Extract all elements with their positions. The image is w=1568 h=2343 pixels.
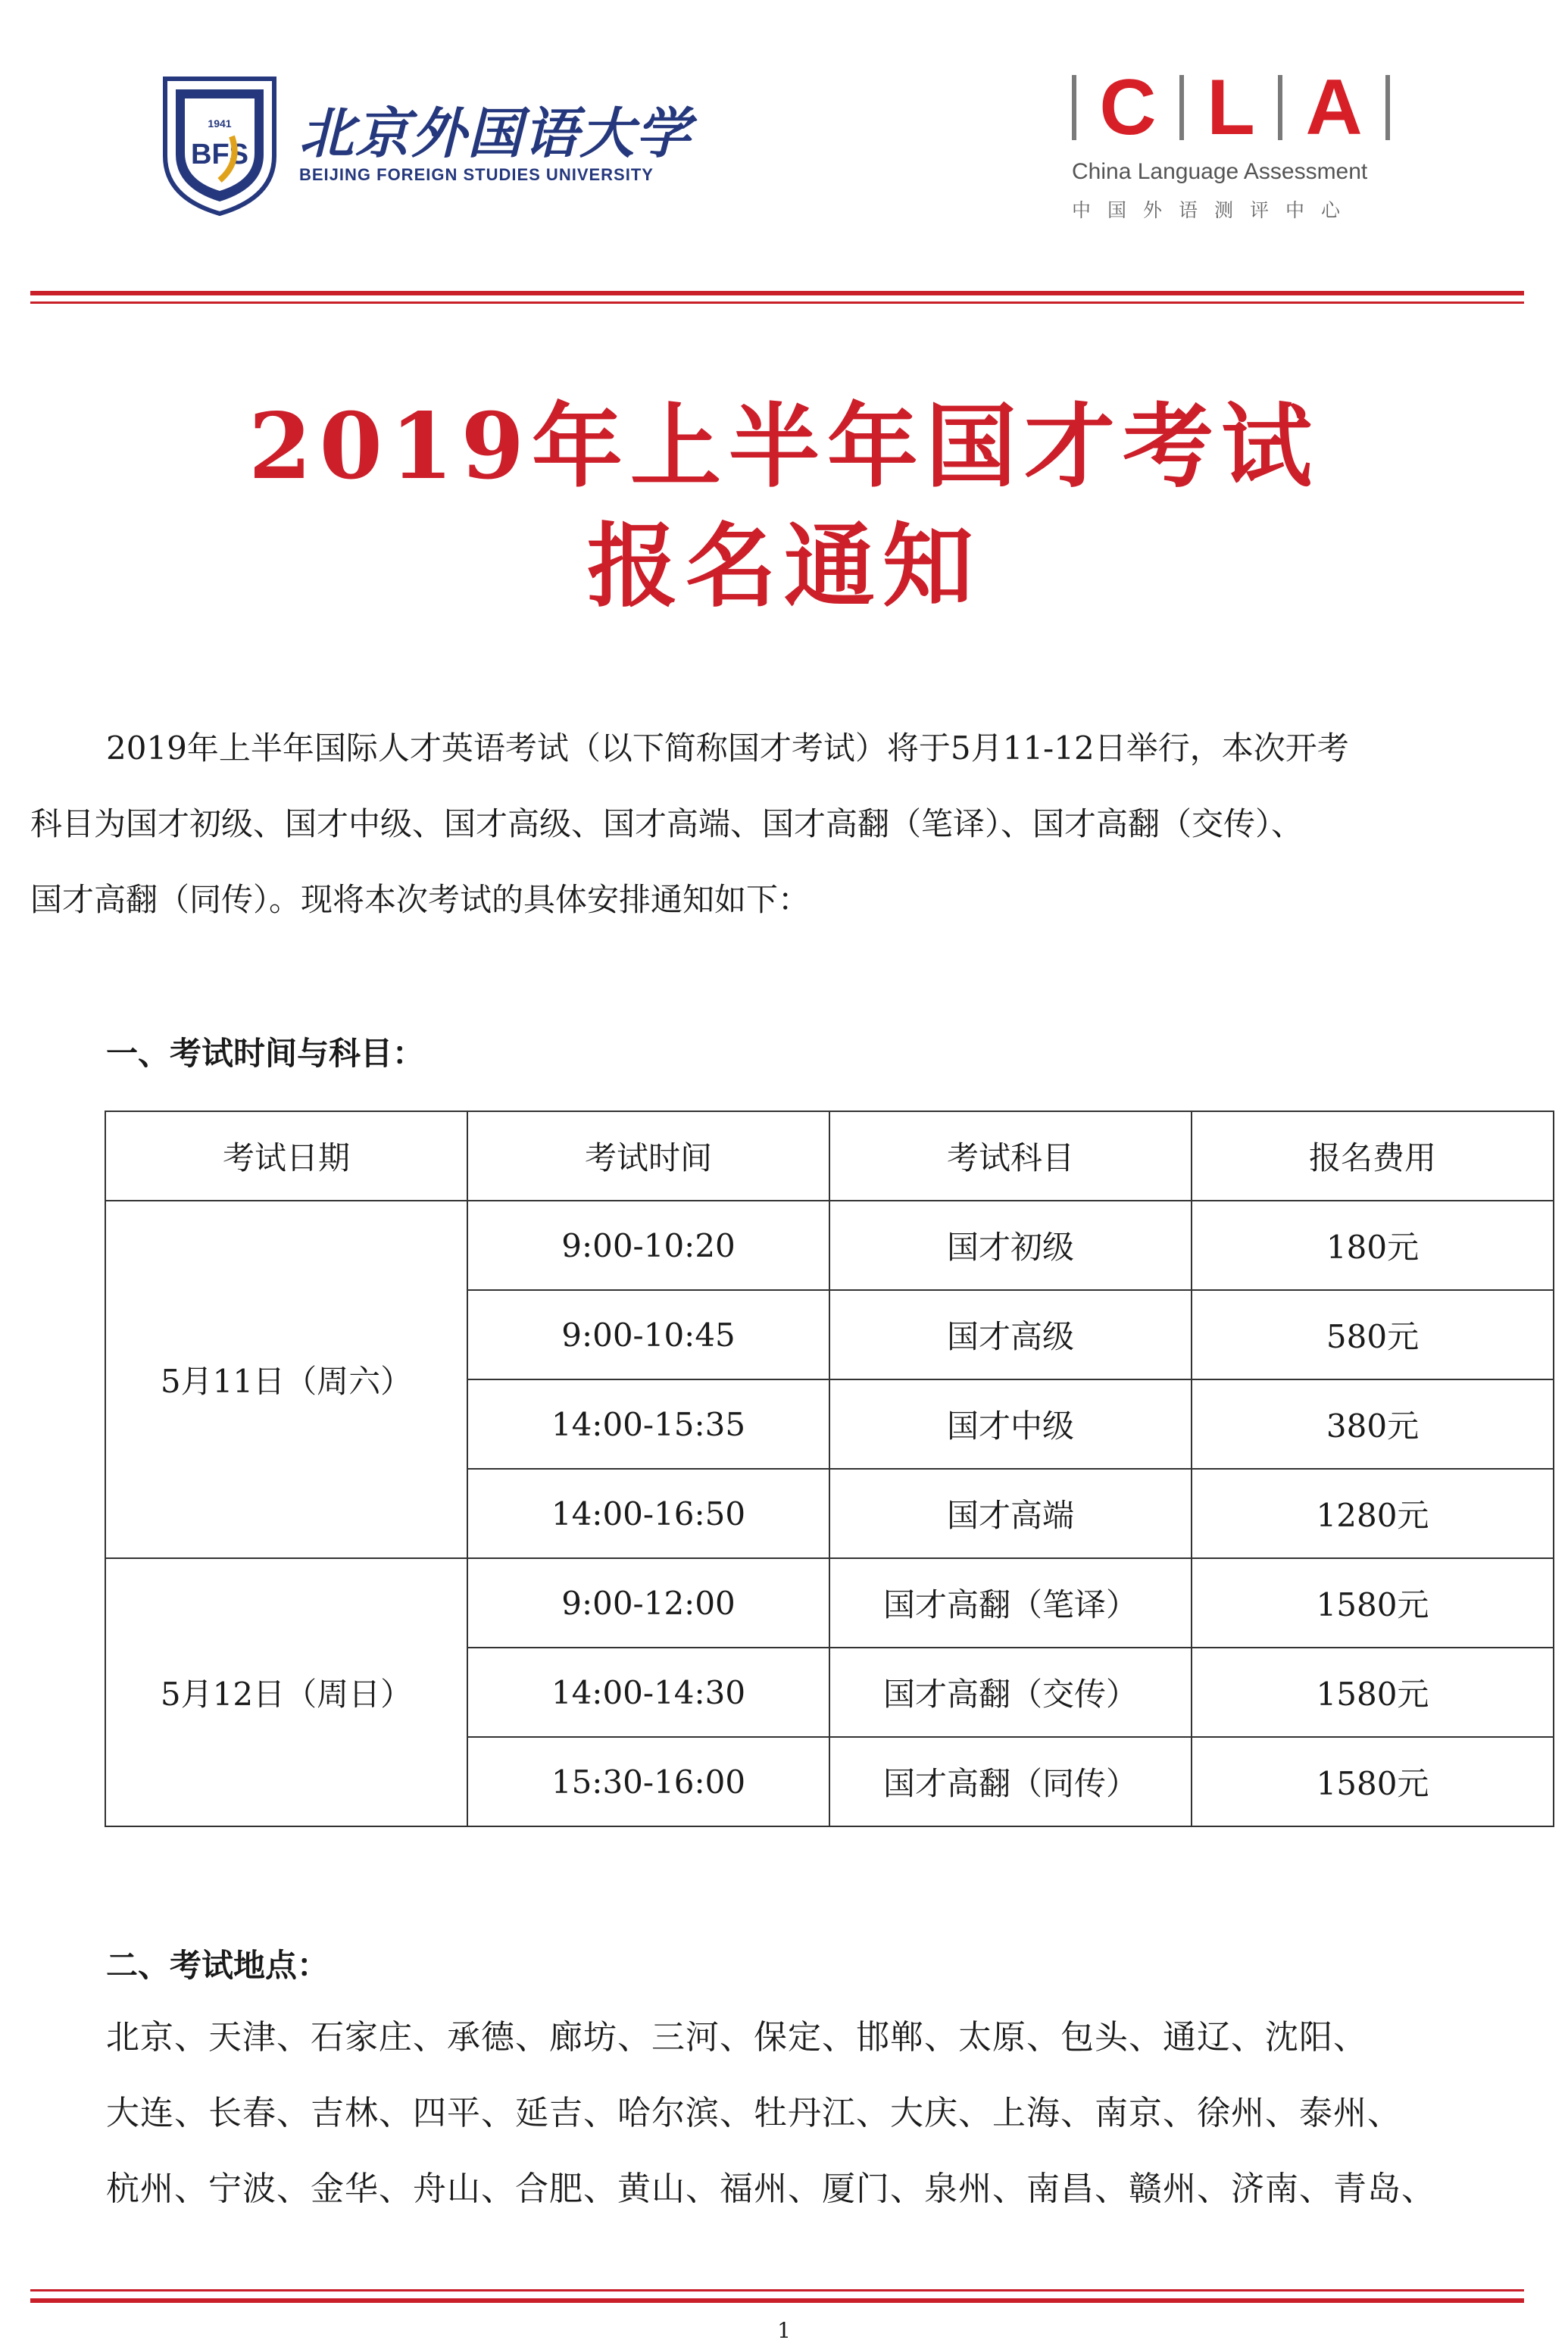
- exam-subject-cell: 国才高级: [829, 1290, 1192, 1379]
- table-row: [105, 1558, 1554, 1648]
- notice-title-line2: 报名通知: [587, 513, 981, 620]
- intro-line-1: 2019年上半年国际人才英语考试（以下简称国才考试）将于5月11-12日举行，本次开考: [106, 729, 1349, 767]
- header-rule-thin: [30, 301, 1524, 304]
- exam-date-cell: 5月11日（周六）: [105, 1201, 467, 1558]
- exam-schedule-table: [105, 1111, 1554, 1827]
- exam-fee-cell: 1580元: [1192, 1648, 1554, 1737]
- exam-date-cell: 5月12日（周日）: [105, 1558, 467, 1826]
- exam-subject-cell: 国才高端: [829, 1469, 1192, 1558]
- exam-time-cell: 9:00-10:20: [467, 1201, 829, 1290]
- location-line-2: 大连、长春、吉林、四平、延吉、哈尔滨、牡丹江、大庆、上海、南京、徐州、泰州、: [106, 2094, 1401, 2132]
- exam-fee-cell: 1280元: [1192, 1469, 1554, 1558]
- cla-letter-a: A: [1305, 64, 1363, 152]
- exam-time-cell: 14:00-15:35: [467, 1379, 829, 1469]
- seal-year: 1941: [208, 117, 232, 130]
- exam-time-cell: 9:00-10:45: [467, 1290, 829, 1379]
- exam-fee-cell: 180元: [1192, 1201, 1554, 1290]
- exam-time-cell: 15:30-16:00: [467, 1737, 829, 1826]
- exam-time-cell: 14:00-14:30: [467, 1648, 829, 1737]
- table-header-row: [105, 1111, 1554, 1201]
- exam-time-cell: 9:00-12:00: [467, 1558, 829, 1648]
- section-1-heading: 一、考试时间与科目：: [106, 1035, 425, 1072]
- cla-logo: [1072, 64, 1390, 229]
- section-2-heading: 二、考试地点：: [106, 1947, 330, 1984]
- exam-fee-cell: 580元: [1192, 1290, 1554, 1379]
- university-name-cn: 北京外国语大学: [299, 101, 692, 165]
- notice-title-line1: 2019年上半年国才考试: [248, 393, 1320, 500]
- footer-rule-thin: [30, 2289, 1524, 2291]
- bfsu-seal-logo: [159, 73, 280, 217]
- exam-subject-cell: 国才初级: [829, 1201, 1192, 1290]
- footer-rule-thick: [30, 2298, 1524, 2303]
- exam-subject-cell: 国才高翻（交传）: [829, 1648, 1192, 1737]
- exam-subject-cell: 国才高翻（同传）: [829, 1737, 1192, 1826]
- col-header-date: 考试日期: [105, 1111, 467, 1201]
- table-row: [105, 1201, 1554, 1290]
- cla-name-cn: 中国外语测评中心: [1072, 199, 1357, 221]
- header-rule-thick: [30, 291, 1524, 295]
- col-header-time: 考试时间: [467, 1111, 829, 1201]
- seal-monogram: BFS: [191, 139, 248, 170]
- cla-letter-c: C: [1099, 64, 1157, 152]
- intro-line-2: 科目为国才初级、国才中级、国才高级、国才高端、国才高翻（笔译）、国才高翻（交传）、: [30, 805, 1304, 842]
- cla-name-en: China Language Assessment: [1072, 159, 1368, 184]
- page-number: 1: [777, 2318, 791, 2343]
- col-header-subject: 考试科目: [829, 1111, 1192, 1201]
- col-header-fee: 报名费用: [1192, 1111, 1554, 1201]
- exam-subject-cell: 国才高翻（笔译）: [829, 1558, 1192, 1648]
- cla-divider: [1385, 75, 1390, 140]
- location-line-1: 北京、天津、石家庄、承德、廊坊、三河、保定、邯郸、太原、包头、通辽、沈阳、: [106, 2018, 1367, 2057]
- exam-subject-cell: 国才中级: [829, 1379, 1192, 1469]
- exam-fee-cell: 1580元: [1192, 1737, 1554, 1826]
- university-name-en: BEIJING FOREIGN STUDIES UNIVERSITY: [299, 165, 654, 184]
- location-line-3: 杭州、宁波、金华、舟山、合肥、黄山、福州、厦门、泉州、南昌、赣州、济南、青岛、: [106, 2170, 1435, 2208]
- exam-time-cell: 14:00-16:50: [467, 1469, 829, 1558]
- exam-fee-cell: 1580元: [1192, 1558, 1554, 1648]
- exam-fee-cell: 380元: [1192, 1379, 1554, 1469]
- intro-line-3: 国才高翻（同传）。现将本次考试的具体安排通知如下：: [30, 881, 811, 918]
- cla-letter-l: L: [1207, 64, 1255, 152]
